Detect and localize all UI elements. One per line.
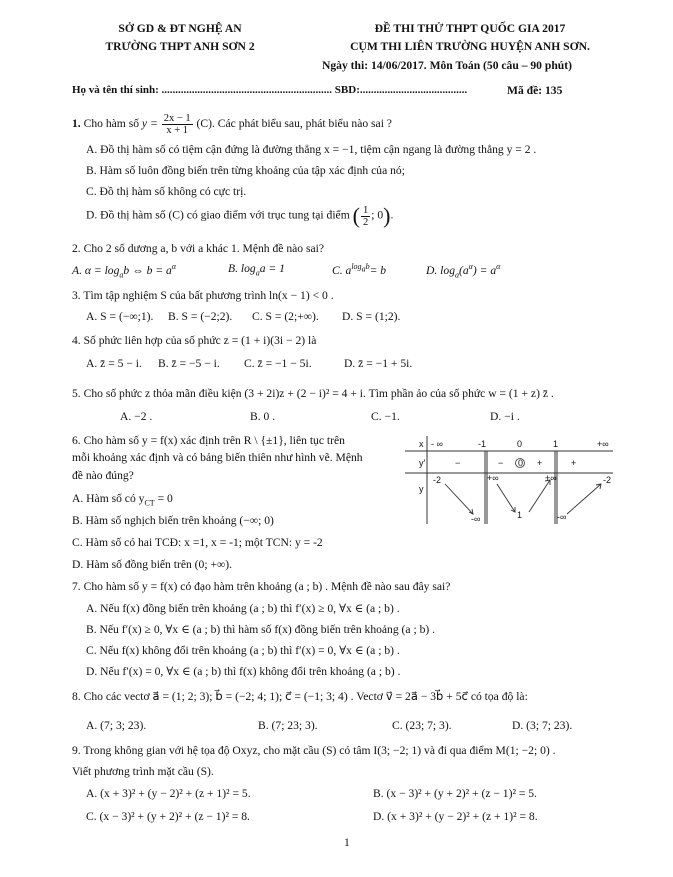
- question-9-line2: Viết phương trình mặt cầu (S).: [72, 765, 214, 778]
- question-7: 7. Cho hàm số y = f(x) có đạo hàm trên khoảng (a ; b) . Mệnh đề nào sau đây sai?: [72, 580, 451, 593]
- q7-option-a[interactable]: A. Nếu f(x) đồng biến trên khoảng (a ; b) thì f′(x) ≥ 0, ∀x ∈ (a ; b) .: [86, 602, 400, 615]
- q4-option-d[interactable]: D. z̄ = −1 + 5i.: [344, 357, 413, 370]
- question-2: 2. Cho 2 số dương a, b với a khác 1. Mệnh đề nào sai?: [72, 242, 324, 255]
- variation-arrows: [445, 480, 601, 514]
- question-6-line3: đề nào đúng?: [72, 469, 134, 482]
- q8-option-a[interactable]: A. (7; 3; 23).: [86, 719, 147, 732]
- y-value: -∞: [471, 514, 481, 524]
- header-dept: SỞ GD & ĐT NGHỆ AN: [118, 22, 242, 35]
- q9-option-c[interactable]: C. (x − 3)² + (y + 2)² + (z − 1)² = 8.: [86, 810, 250, 823]
- exam-code: Mã đề: 135: [507, 84, 563, 97]
- q5-option-b[interactable]: B. 0 .: [250, 410, 276, 423]
- fraction: $\frac{1}{2}$: [362, 204, 369, 228]
- sign: +: [537, 458, 543, 468]
- question-5: 5. Cho số phức z thỏa mãn điều kiện (3 + 2i)z + (2 − i)² = 4 + i. Tìm phần ảo của số phức w = (1 + z) z̄ .: [72, 387, 554, 400]
- header-school: TRƯỜNG THPT ANH SƠN 2: [105, 40, 255, 53]
- q1-option-b[interactable]: B. Hàm số luôn đồng biến trên từng khoảng của tập xác định của nó;: [86, 164, 405, 177]
- q6-option-b[interactable]: B. Hàm số nghịch biến trên khoảng (−∞; 0): [72, 514, 274, 527]
- q4-option-b[interactable]: B. z̄ = −5 − i.: [158, 357, 220, 370]
- q2-option-b[interactable]: B. $\log_aa = 1$: [228, 262, 285, 278]
- x-label: x: [419, 439, 424, 449]
- y-value: 1: [517, 510, 523, 520]
- question-6-line2: mỗi khoảng xác định và có bảng biến thiên như hình vẽ. Mệnh: [72, 451, 363, 464]
- q4-option-c[interactable]: C. z̄ = −1 − 5i.: [244, 357, 312, 370]
- question-1: 1. Cho hàm số y = $\frac{2x - 1}{x + 1}$ (C). Các phát biểu sau, phát biểu nào sai ?: [72, 113, 392, 136]
- page-number: 1: [344, 836, 350, 849]
- sign: 0: [518, 458, 524, 468]
- question-6-line1: 6. Cho hàm số y = f(x) xác định trên R \ {±1}, liên tục trên: [72, 434, 345, 447]
- x-value: 0: [517, 439, 523, 449]
- header-exam-title: ĐỀ THI THỬ THPT QUỐC GIA 2017: [374, 22, 566, 35]
- sign: −: [455, 458, 461, 468]
- q6-option-c[interactable]: C. Hàm số có hai TCĐ: x =1, x = -1; một TCN: y = -2: [72, 536, 323, 549]
- q9-option-d[interactable]: D. (x + 3)² + (y − 2)² + (z + 1)² = 8.: [373, 810, 538, 823]
- q7-option-d[interactable]: D. Nếu f′(x) = 0, ∀x ∈ (a ; b) thì f(x) không đổi trên khoảng (a ; b) .: [86, 665, 401, 678]
- q2-option-d[interactable]: D. $\log_a(a^\alpha) = a^\alpha$: [426, 262, 501, 280]
- x-value: +∞: [597, 439, 609, 449]
- q1-option-d[interactable]: D. Đồ thị hàm số (C) có giao điểm với trục tung tại điểm ( $\frac{1}{2}$ ; 0).: [86, 203, 394, 228]
- q7-option-b[interactable]: B. Nếu f′(x) ≥ 0, ∀x ∈ (a ; b) thì hàm số f(x) đồng biến trên khoảng (a ; b) .: [86, 623, 436, 636]
- q5-option-c[interactable]: C. −1.: [371, 410, 400, 423]
- q9-option-b[interactable]: B. (x − 3)² + (y + 2)² + (z − 1)² = 5.: [373, 787, 537, 800]
- header-cluster: CỤM THI LIÊN TRƯỜNG HUYỆN ANH SƠN.: [350, 40, 590, 53]
- question-9-line1: 9. Trong không gian với hệ tọa độ Oxyz, cho mặt cầu (S) có tâm I(3; −2; 1) và đi qua điểm M(1; −2; 0) .: [72, 744, 556, 757]
- q5-option-a[interactable]: A. −2 .: [120, 410, 153, 423]
- y-value: +∞: [545, 473, 557, 483]
- q8-option-d[interactable]: D. (3; 7; 23).: [512, 719, 573, 732]
- y-value: -2: [433, 475, 442, 485]
- q3-option-a[interactable]: A. S = (−∞;1).: [86, 310, 154, 323]
- x-value: -1: [478, 439, 487, 449]
- q3-option-c[interactable]: C. S = (2;+∞).: [252, 310, 319, 323]
- q2-option-c[interactable]: C. $a^{log_ab}= b$: [332, 262, 387, 277]
- q8-option-b[interactable]: B. (7; 23; 3).: [258, 719, 318, 732]
- y-value: +∞: [487, 473, 499, 483]
- q9-option-a[interactable]: A. (x + 3)² + (y − 2)² + (z + 1)² = 5.: [86, 787, 251, 800]
- q2-option-a[interactable]: A. $\alpha = \log_ab$ ⇔ $b = a^\alpha$: [72, 262, 177, 280]
- yprime-label: y': [419, 458, 426, 468]
- q6-option-a[interactable]: A. Hàm số có $y_{CT} = 0$: [72, 492, 173, 508]
- question-3: 3. Tìm tập nghiệm S của bất phương trình ln(x − 1) < 0 .: [72, 289, 334, 302]
- question-4: 4. Số phức liên hợp của số phức z = (1 + i)(3i − 2) là: [72, 334, 317, 347]
- y-value: -2: [603, 475, 612, 485]
- q1-option-a[interactable]: A. Đồ thị hàm số có tiệm cận đứng là đường thẳng x = −1, tiệm cận ngang là đường thẳng y = 2 .: [86, 143, 537, 156]
- header-date-subject: Ngày thi: 14/06/2017. Môn Toán (50 câu – 90 phút): [322, 59, 572, 72]
- x-value: - ∞: [431, 439, 443, 449]
- q7-option-c[interactable]: C. Nếu f(x) không đổi trên khoảng (a ; b) thì f′(x) = 0, ∀x ∈ (a ; b) .: [86, 644, 400, 657]
- y-value: -∞: [557, 512, 567, 522]
- q8-option-c[interactable]: C. (23; 7; 3).: [392, 719, 452, 732]
- sign: +: [571, 458, 577, 468]
- q3-option-b[interactable]: B. S = (−2;2).: [168, 310, 233, 323]
- x-value: 1: [553, 439, 559, 449]
- sign: −: [498, 458, 504, 468]
- q3-option-d[interactable]: D. S = (1;2).: [342, 310, 401, 323]
- q1-option-c[interactable]: C. Đồ thị hàm số không có cực trị.: [86, 185, 247, 198]
- q6-option-d[interactable]: D. Hàm số đồng biến trên (0; +∞).: [72, 558, 233, 571]
- q5-option-d[interactable]: D. −i .: [490, 410, 520, 423]
- q4-option-a[interactable]: A. z̄ = 5 − i.: [86, 357, 142, 370]
- question-8: 8. Cho các vectơ a⃗ = (1; 2; 3); b⃗ = (−2; 4; 1); c⃗ = (−1; 3; 4) . Vectơ v⃗ = 2a⃗ − 3b⃗ + 5c⃗ có tọa độ là:: [72, 690, 528, 703]
- y-label: y: [419, 484, 424, 494]
- variation-table: [405, 436, 613, 524]
- fraction: $\frac{2x - 1}{x + 1}$: [163, 113, 191, 136]
- student-info-line: Họ và tên thí sinh: .............................................................. SBD:.......................................: [72, 84, 468, 96]
